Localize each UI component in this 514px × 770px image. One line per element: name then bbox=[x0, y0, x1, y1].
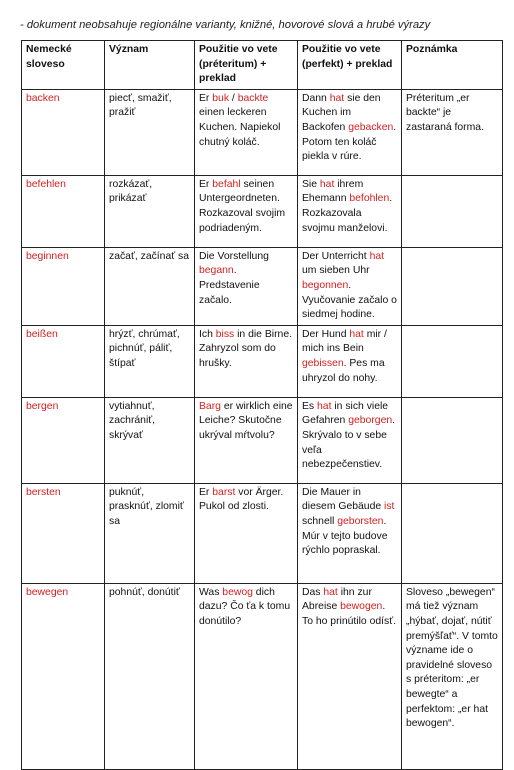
sentence-text: / bbox=[229, 92, 238, 104]
sentence-text: Er bbox=[199, 486, 213, 498]
table-row bbox=[22, 325, 503, 397]
cell-verb: bewegen bbox=[22, 583, 105, 769]
sentence-text: einen leckeren Kuchen. Napiekol chutný koláč. bbox=[199, 92, 284, 148]
verb-form-highlight: hat bbox=[369, 250, 385, 262]
sentence-text: in die Birne. Zahryzol som do hrušky. bbox=[199, 328, 295, 369]
header-note: Poznámka bbox=[402, 41, 503, 90]
verb-form-highlight: geborsten bbox=[337, 515, 384, 527]
cell-meaning: rozkázať, prikázať bbox=[105, 175, 195, 247]
sentence-text: er wirklich eine Leiche? Skutočne ukrýval mŕtvolu? bbox=[199, 400, 296, 441]
verb-form-highlight: befohlen bbox=[349, 193, 390, 205]
sentence-text: mir / mich ins Bein bbox=[302, 328, 390, 355]
cell-note bbox=[402, 325, 503, 397]
verb-form-highlight: hat bbox=[317, 400, 332, 412]
verb-form-highlight: buk bbox=[212, 92, 230, 104]
sentence-text: . Predstavenie začalo. bbox=[199, 265, 263, 306]
cell-verb: bergen bbox=[22, 397, 105, 483]
cell-note bbox=[402, 397, 503, 483]
cell-praeteritum bbox=[195, 397, 298, 483]
cell-meaning: začať, začínať sa bbox=[105, 247, 195, 325]
table-row bbox=[22, 397, 503, 483]
cell-praeteritum bbox=[195, 175, 298, 247]
verb-form-highlight: befahl bbox=[212, 178, 241, 190]
sentence-text: vor Ärger. Pukol od zlosti. bbox=[199, 486, 287, 513]
sentence-text: Sie bbox=[302, 178, 320, 190]
verb-form-highlight: hat bbox=[319, 178, 335, 190]
table-row bbox=[22, 583, 503, 769]
sentence-text: Der Hund bbox=[302, 328, 350, 340]
sentence-text: sie den Kuchen im Backofen bbox=[302, 92, 384, 133]
sentence-text: . Rozkazovala svojmu manželovi. bbox=[302, 193, 396, 234]
verb-form-highlight: gebissen bbox=[302, 357, 344, 369]
sentence-text: Das bbox=[302, 586, 324, 598]
cell-praeteritum bbox=[195, 325, 298, 397]
cell-perfekt bbox=[298, 325, 402, 397]
sentence-text: Die Mauer in diesem Gebäude bbox=[302, 486, 385, 513]
verb-form-highlight: bewog bbox=[222, 586, 253, 598]
sentence-text: . To ho prinútilo odísť. bbox=[302, 601, 397, 627]
header-praeteritum: Použitie vo vete (préteritum) + preklad bbox=[195, 41, 298, 90]
sentence-text: . Vyučovanie začalo o siedmej hodine. bbox=[302, 279, 400, 321]
sentence-text: Er bbox=[199, 178, 213, 190]
sentence-text: Der Unterricht bbox=[302, 250, 370, 262]
sentence-text: Die Vorstellung bbox=[199, 250, 272, 262]
cell-perfekt bbox=[298, 397, 402, 483]
cell-perfekt bbox=[298, 583, 402, 769]
cell-meaning: puknúť, prasknúť, zlomiť sa bbox=[105, 483, 195, 583]
table-row bbox=[22, 247, 503, 325]
header-perfekt: Použitie vo vete (perfekt) + preklad bbox=[298, 41, 402, 90]
cell-note bbox=[402, 483, 503, 583]
table-header-row bbox=[22, 41, 503, 90]
verb-form-highlight: begann bbox=[199, 265, 234, 277]
document-note: - dokument neobsahuje regionálne varianty, knižné, hovorové slová a hrubé výrazy bbox=[20, 19, 431, 31]
sentence-text: in sich viele Gefahren bbox=[302, 400, 391, 427]
sentence-text: . Skrývalo to v sebe veľa nebezpečenstiev. bbox=[302, 415, 398, 471]
verb-form-highlight: gebacken bbox=[348, 121, 394, 133]
verb-form-highlight: begonnen bbox=[302, 279, 349, 291]
table-row bbox=[22, 175, 503, 247]
sentence-text: seinen Untergeordneten. Rozkazoval svojim podriadeným. bbox=[199, 178, 288, 234]
verb-form-highlight: hat bbox=[329, 92, 345, 104]
verb-table bbox=[21, 40, 503, 770]
cell-verb: befehlen bbox=[22, 175, 105, 247]
header-meaning: Význam bbox=[105, 41, 195, 90]
cell-meaning: pohnúť, donútiť bbox=[105, 583, 195, 769]
verb-form-highlight: Barg bbox=[199, 400, 221, 412]
sentence-text: dich dazu? Čo ťa k tomu donútilo? bbox=[199, 586, 294, 627]
verb-form-highlight: biss bbox=[215, 328, 235, 340]
cell-perfekt bbox=[298, 89, 402, 175]
sentence-text: ihn zur Abreise bbox=[302, 586, 375, 613]
cell-praeteritum bbox=[195, 583, 298, 769]
cell-perfekt bbox=[298, 175, 402, 247]
sentence-text: Es bbox=[302, 400, 318, 412]
cell-verb: bersten bbox=[22, 483, 105, 583]
cell-note bbox=[402, 247, 503, 325]
verb-form-highlight: hat bbox=[323, 586, 338, 598]
cell-perfekt bbox=[298, 483, 402, 583]
cell-note: Préteritum „er backte“ je zastaraná forma. bbox=[402, 89, 503, 175]
sentence-text: Dann bbox=[302, 92, 330, 104]
sentence-text: um sieben Uhr bbox=[302, 250, 387, 277]
cell-verb: beißen bbox=[22, 325, 105, 397]
cell-praeteritum bbox=[195, 483, 298, 583]
cell-meaning: piecť, smažiť, pražiť bbox=[105, 89, 195, 175]
verb-form-highlight: bewogen bbox=[340, 601, 383, 613]
header-verb: Nemecké sloveso bbox=[22, 41, 105, 90]
sentence-text: Was bbox=[199, 586, 223, 598]
cell-perfekt bbox=[298, 247, 402, 325]
sentence-text: Ich bbox=[199, 328, 216, 340]
sentence-text: schnell bbox=[302, 501, 398, 527]
cell-verb: beginnen bbox=[22, 247, 105, 325]
verb-form-highlight: ist bbox=[384, 501, 395, 513]
sentence-text: . Potom ten koláč piekla v rúre. bbox=[302, 121, 400, 163]
verb-form-highlight: hat bbox=[349, 328, 364, 340]
cell-praeteritum bbox=[195, 247, 298, 325]
cell-note bbox=[402, 175, 503, 247]
cell-meaning: vytiahnuť, zachrániť, skrývať bbox=[105, 397, 195, 483]
sentence-text: . Múr v tejto budove rýchlo popraskal. bbox=[302, 515, 391, 557]
verb-form-highlight: geborgen bbox=[348, 415, 393, 427]
cell-verb: backen bbox=[22, 89, 105, 175]
cell-meaning: hrýzť, chrúmať, pichnúť, páliť, štípať bbox=[105, 325, 195, 397]
cell-praeteritum bbox=[195, 89, 298, 175]
table-row bbox=[22, 483, 503, 583]
verb-form-highlight: barst bbox=[212, 486, 236, 498]
verb-form-highlight: backte bbox=[237, 92, 269, 104]
cell-note: Sloveso „bewegen“ má tiež význam „hýbať, dojať, nútiť premýšľať“. V tomto význame ide o pravidelné sloveso s préteritom: „er bewegte“ a perfektom: „er hat bewogen“. bbox=[402, 583, 503, 769]
sentence-text: . Pes ma uhryzol do nohy. bbox=[302, 357, 388, 384]
sentence-text: Er bbox=[199, 92, 213, 104]
table-row bbox=[22, 89, 503, 175]
sentence-text: ihrem Ehemann bbox=[302, 178, 367, 205]
